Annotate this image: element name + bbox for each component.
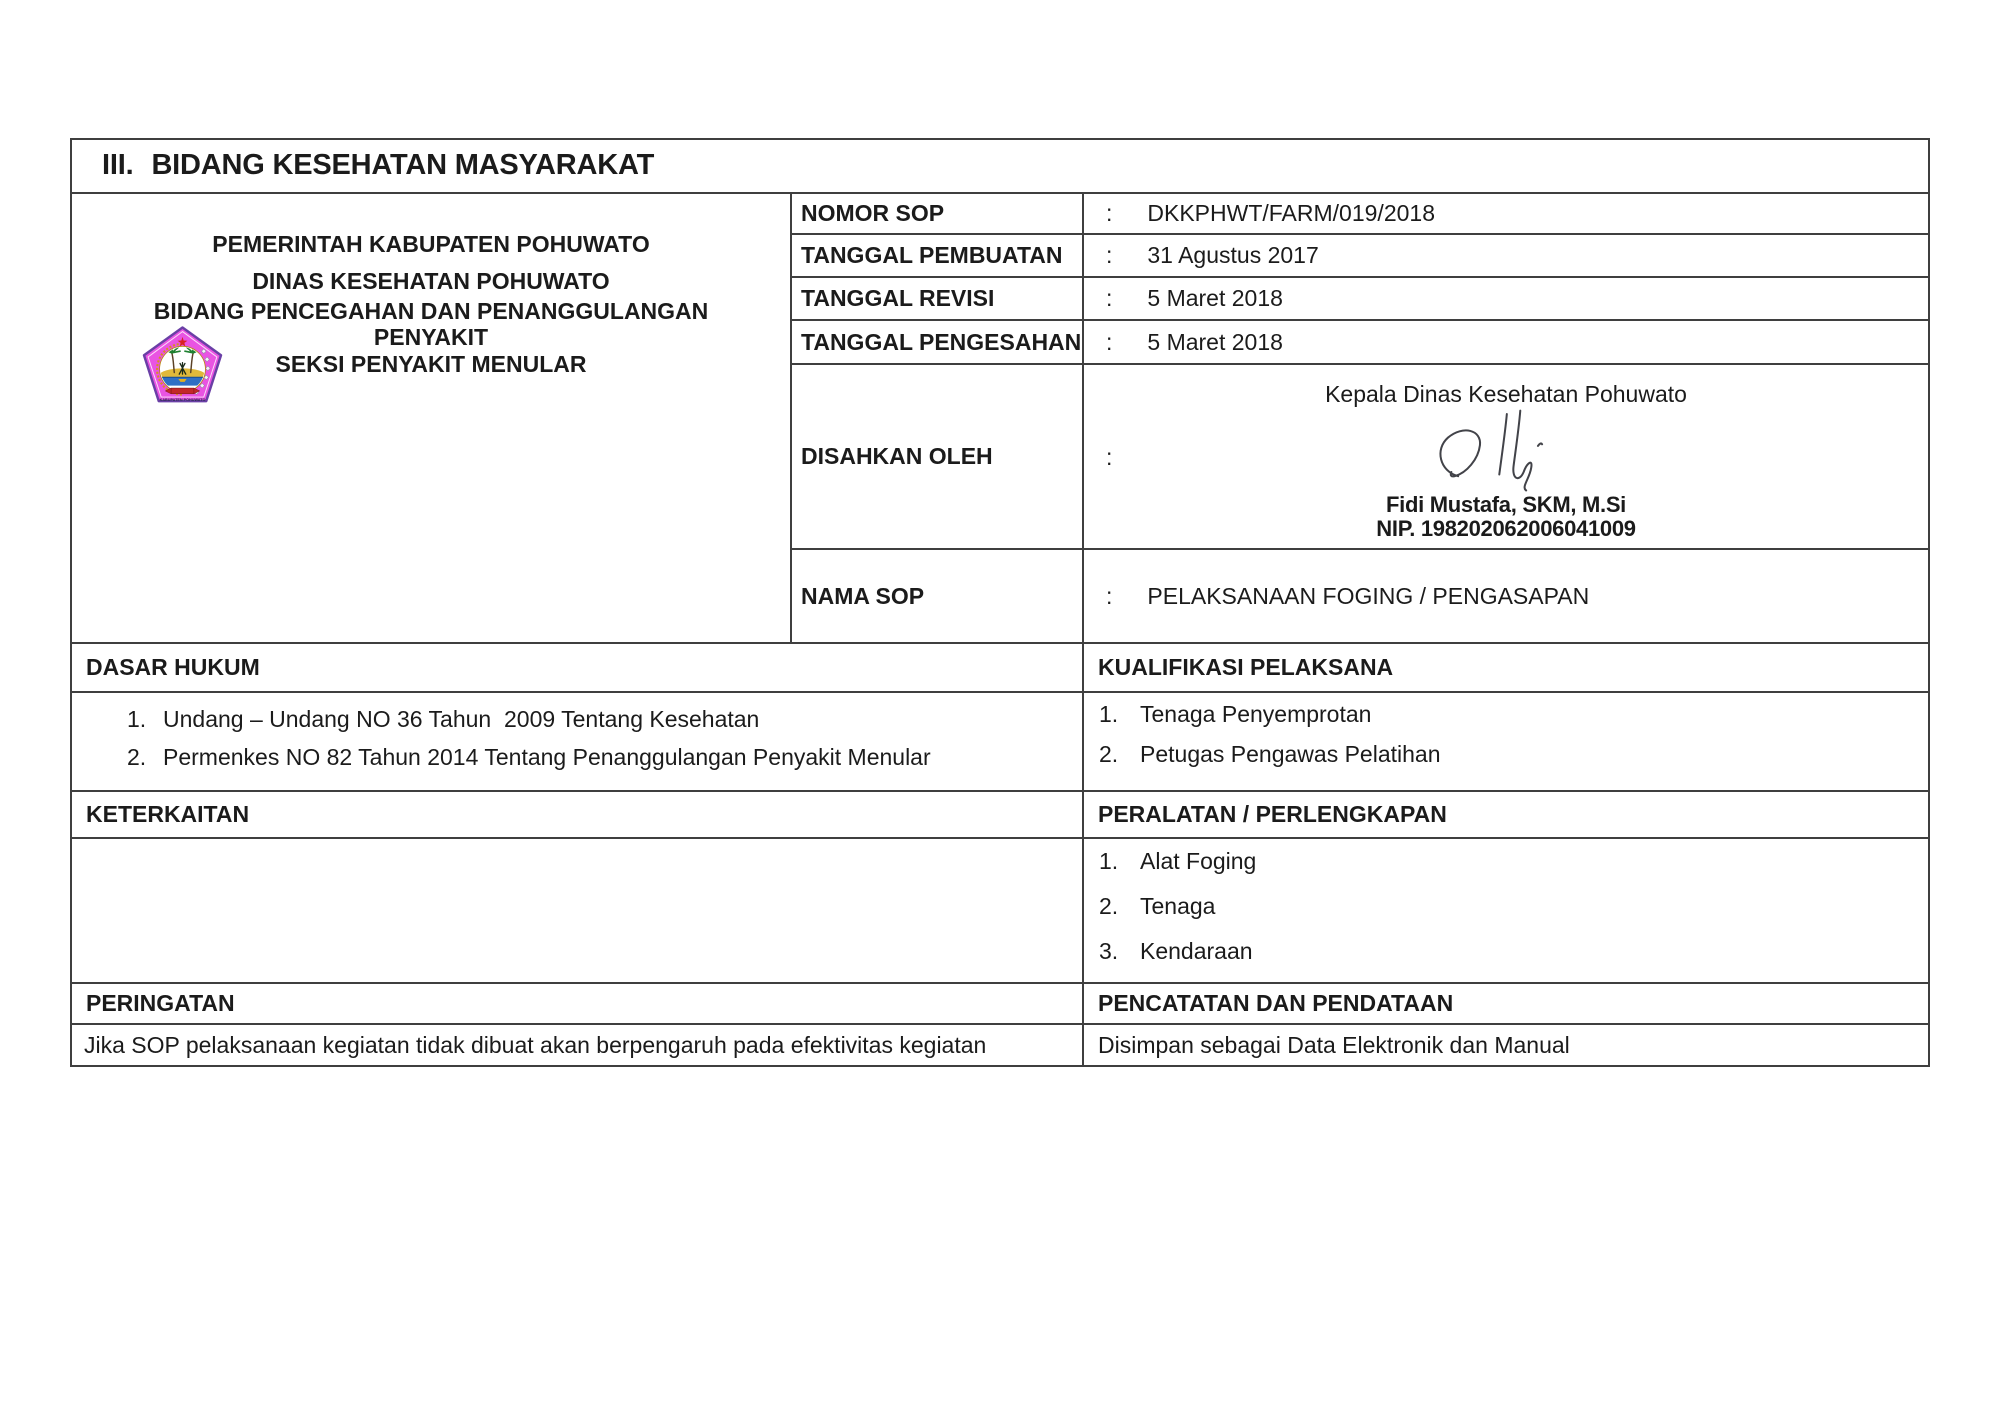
list-peralatan-perlengkapan (1084, 839, 1928, 982)
org-line-dinas: DINAS KESEHATAN POHUWATO (252, 268, 610, 294)
list-item: 2. Petugas Pengawas Pelatihan (1099, 741, 1441, 767)
list-item: 1. Alat Foging (1099, 848, 1257, 874)
approver-name: Fidi Mustafa, SKM, M.Si (1386, 492, 1626, 517)
colon-separator: : (1106, 328, 1113, 355)
colon-separator: : (1106, 242, 1113, 269)
value-tanggal-pengesahan: : 5 Maret 2018 (1084, 321, 1928, 363)
org-line-seksi: SEKSI PENYAKIT MENULAR (275, 351, 587, 377)
value-disahkan-oleh (1084, 365, 1928, 548)
value-tanggal-pembuatan: : 31 Agustus 2017 (1084, 235, 1928, 276)
header-kualifikasi-pelaksana: KUALIFIKASI PELAKSANA (1084, 644, 1928, 691)
list-kualifikasi-pelaksana (1084, 693, 1928, 790)
label-tanggal-pengesahan: TANGGAL PENGESAHAN (792, 321, 1082, 363)
list-item: 1. Tenaga Penyemprotan (1099, 701, 1372, 727)
signature-image (1411, 409, 1601, 493)
list-dasar-hukum (72, 693, 1082, 790)
label-nama-sop: NAMA SOP (792, 550, 1082, 642)
sop-table (70, 138, 1930, 1067)
header-pencatatan-pendataan: PENCATATAN DAN PENDATAAN (1084, 984, 1928, 1023)
header-peringatan: PERINGATAN (72, 984, 1082, 1023)
seal-svg (140, 325, 225, 420)
list-item: 2. Permenkes NO 82 Tahun 2014 Tentang Penanggulangan Penyakit Menular (127, 744, 931, 770)
colon-separator: : (1106, 285, 1113, 312)
label-tanggal-pembuatan: TANGGAL PEMBUATAN (792, 235, 1082, 276)
value-nama-sop: : PELAKSANAAN FOGING / PENGASAPAN (1084, 550, 1928, 642)
seal-ribbon (165, 388, 199, 394)
seal-banner-text: KABUPATEN POHUWATO (159, 397, 206, 402)
header-keterkaitan: KETERKAITAN (72, 792, 1082, 837)
body-pencatatan-pendataan: Disimpan sebagai Data Elektronik dan Manual (1084, 1025, 1928, 1065)
organization-cell (72, 194, 790, 642)
section-title: BIDANG KESEHATAN MASYARAKAT (151, 149, 655, 182)
list-item: 1. Undang – Undang NO 36 Tahun 2009 Tentang Kesehatan (127, 706, 760, 732)
body-peringatan: Jika SOP pelaksanaan kegiatan tidak dibuat akan berpengaruh pada efektivitas kegiatan (72, 1025, 1082, 1065)
list-item: 2. Tenaga (1099, 893, 1216, 919)
colon-separator: : (1106, 582, 1113, 609)
colon-separator: : (1106, 200, 1113, 227)
value-nomor-sop: : DKKPHWT/FARM/019/2018 (1084, 194, 1928, 233)
label-disahkan-oleh: DISAHKAN OLEH (792, 365, 1082, 548)
kabupaten-pohuwato-seal-logo (140, 325, 225, 415)
body-keterkaitan-empty (72, 839, 1082, 982)
colon-separator: : (1106, 443, 1113, 470)
header-dasar-hukum: DASAR HUKUM (72, 644, 1082, 691)
value-tanggal-revisi: : 5 Maret 2018 (1084, 278, 1928, 319)
label-tanggal-revisi: TANGGAL REVISI (792, 278, 1082, 319)
label-nomor-sop: NOMOR SOP (792, 194, 1082, 233)
approver-nip: NIP. 198202062006041009 (1376, 516, 1636, 541)
org-line-bidang: BIDANG PENCEGAHAN DAN PENANGGULANGAN (153, 298, 709, 324)
header-peralatan-perlengkapan: PERALATAN / PERLENGKAPAN (1084, 792, 1928, 837)
waterline (160, 377, 206, 378)
section-number: III. (102, 149, 134, 182)
list-item: 3. Kendaraan (1099, 938, 1253, 964)
org-line-penyakit: PENYAKIT (373, 324, 489, 350)
approver-title: Kepala Dinas Kesehatan Pohuwato (1325, 381, 1687, 407)
org-line-pemerintah: PEMERINTAH KABUPATEN POHUWATO (212, 231, 650, 257)
section-title-row (72, 140, 1928, 192)
